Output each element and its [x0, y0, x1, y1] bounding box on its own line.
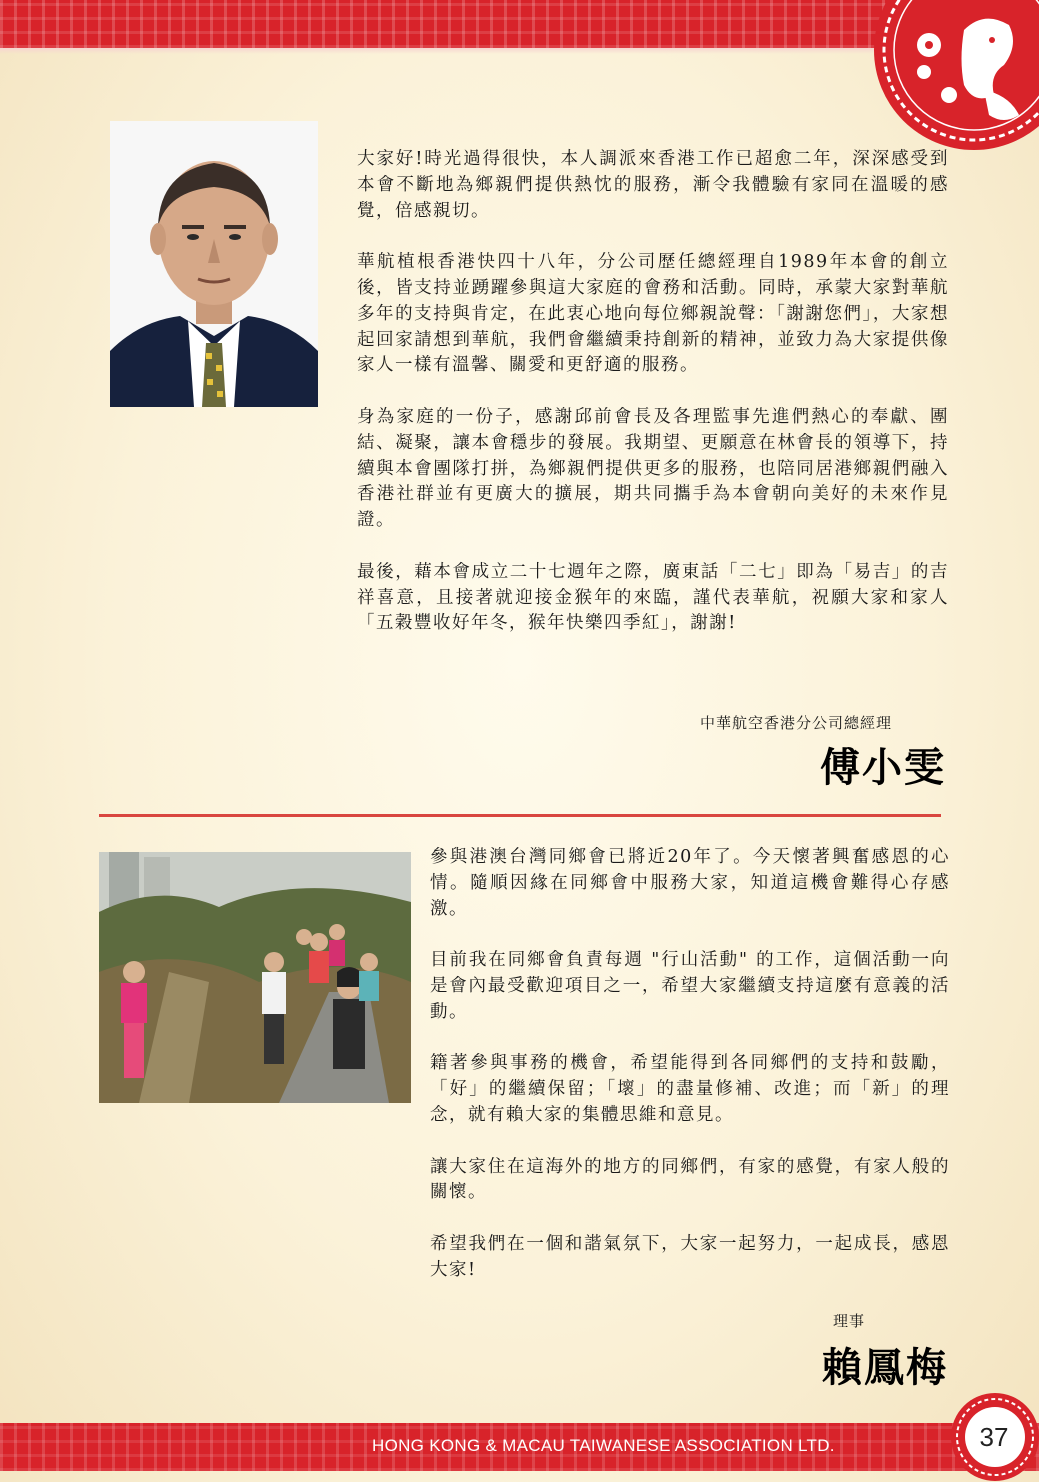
- article-1-paragraph: 華航植根香港快四十八年，分公司歷任總經理自1989年本會的創立後，皆支持並踴躍參與這大家庭的會務和活動。同時，承蒙大家對華航多年的支持與肯定，在此衷心地向每位鄉親說聲：「謝謝您們」，大家想起回家請想到華航，我們會繼續秉持創新的精神，並致力為大家提供像家人一樣有溫馨、關愛和更舒適的服務。: [357, 252, 949, 376]
- portrait-photo: [110, 121, 318, 407]
- monkey-papercut-ornament: [864, 0, 1039, 160]
- article-1-paragraph: 最後，藉本會成立二十七週年之際，廣東話「二七」即為「易吉」的吉祥喜意，且接著就迎接金猴年的來臨，謹代表華航，祝願大家和家人「五穀豐收好年冬，猴年快樂四季紅」，謝謝!: [357, 561, 949, 634]
- article-2-paragraph: 目前我在同鄉會負責每週 "行山活動" 的工作，這個活動一向是會內最受歡迎項目之一，希望大家繼續支持這麼有意義的活動。: [430, 950, 950, 1022]
- signer-1-signature: 傅小雯: [820, 744, 946, 791]
- article-2-paragraph: 讓大家住在這海外的地方的同鄉們，有家的感覺，有家人般的關懷。: [430, 1156, 950, 1203]
- hiking-group-photo: [99, 852, 411, 1103]
- page-number: 37: [979, 1421, 1009, 1452]
- article-2-paragraph: 籍著參與事務的機會，希望能得到各同鄉們的支持和鼓勵，「好」的繼續保留；「壞」的盡量修補、改進；而「新」的理念，就有賴大家的集體思維和意見。: [430, 1053, 950, 1125]
- signer-1-title: 中華航空香港分公司總經理: [700, 714, 893, 732]
- article-2-paragraph: 希望我們在一個和諧氣氛下，大家一起努力，一起成長，感恩大家!: [430, 1233, 950, 1280]
- section-divider: [99, 814, 941, 817]
- article-1-text: [357, 147, 949, 637]
- signer-2-signature: 賴鳳梅: [822, 1344, 948, 1391]
- article-2-paragraph: 參與港澳台灣同鄉會已將近20年了。今天懷著興奮感恩的心情。隨順因緣在同鄉會中服務大家，知道這機會難得心存感激。: [430, 847, 950, 919]
- signer-2-title: 理事: [833, 1312, 866, 1330]
- article-2-text: [430, 845, 950, 1284]
- article-1-paragraph: 大家好!時光過得很快，本人調派來香港工作已超愈二年，深深感受到本會不斷地為鄉親們提供熱忱的服務，漸令我體驗有家同在溫暖的感覺，倍感親切。: [357, 149, 949, 221]
- article-1-paragraph: 身為家庭的一份子，感謝邱前會長及各理監事先進們熱心的奉獻、團結、凝聚，讓本會穩步的發展。我期望、更願意在林會長的領導下，持續與本會團隊打拼，為鄉親們提供更多的服務，也陪同居港鄉親們融入香港社群並有更廣大的擴展，期共同攜手為本會朝向美好的未來作見證。: [357, 406, 949, 531]
- footer-association-name: HONG KONG & MACAU TAIWANESE ASSOCIATION LTD.: [372, 1436, 835, 1455]
